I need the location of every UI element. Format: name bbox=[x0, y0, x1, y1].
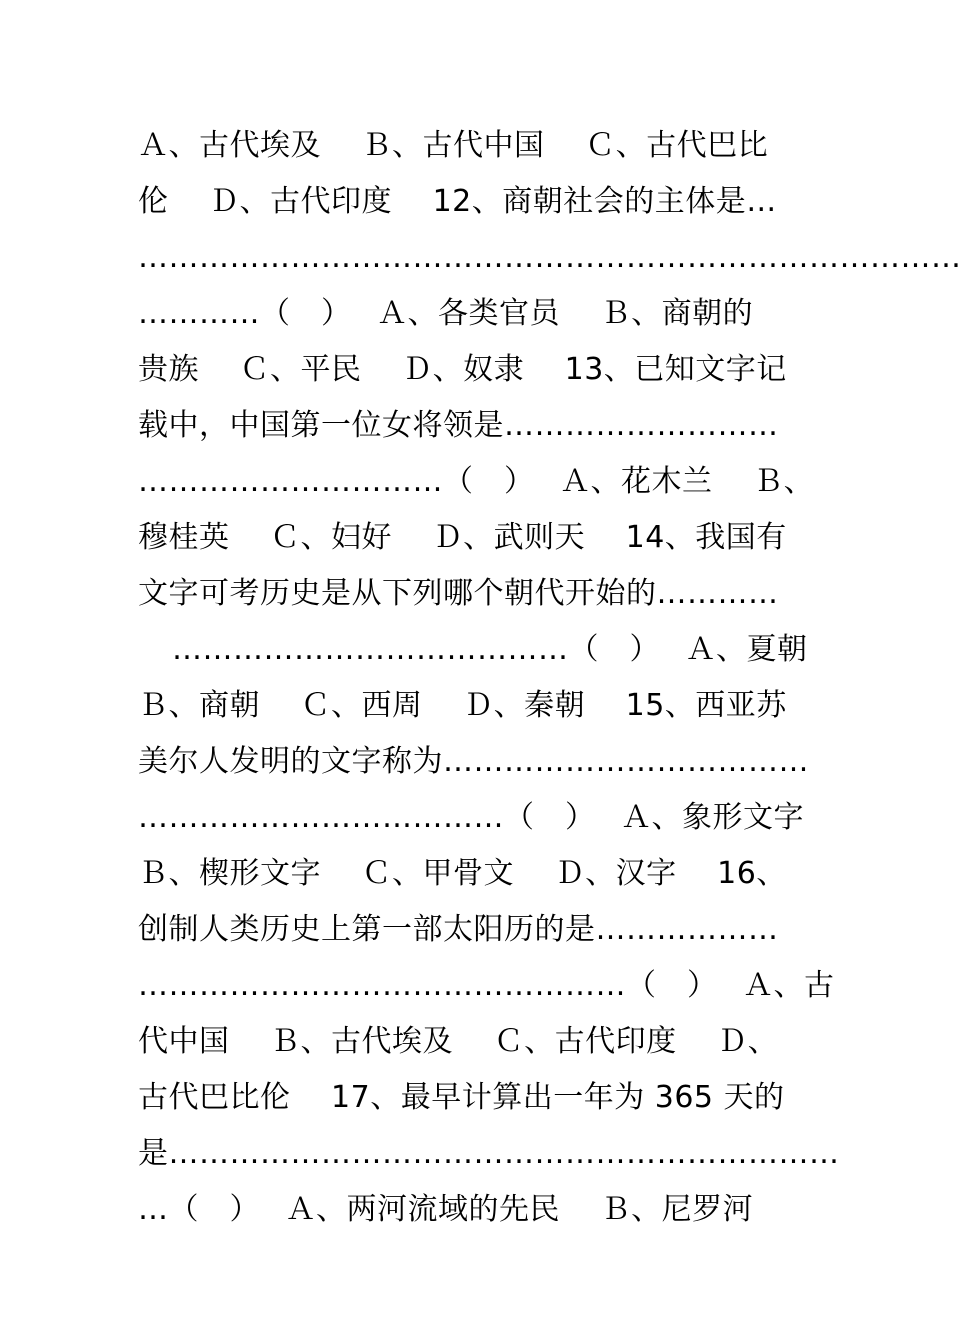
text-line-10: …………………………………（ ） Ａ、夏朝 bbox=[172, 632, 808, 667]
text-line-12: 美尔人发明的文字称为……………………………… bbox=[138, 744, 809, 779]
text-line-2: 伦 Ｄ、古代印度 12、商朝社会的主体是… bbox=[138, 184, 777, 219]
text-line-20: …（ ） Ａ、两河流域的先民 Ｂ、尼罗河 bbox=[138, 1192, 754, 1227]
text-line-7: …………………………（ ） Ａ、花木兰 Ｂ、 bbox=[138, 464, 815, 499]
text-line-18: 古代巴比伦 17、最早计算出一年为 365 天的 bbox=[138, 1080, 785, 1115]
text-line-5: 贵族 Ｃ、平民 Ｄ、奴隶 13、已知文字记 bbox=[138, 352, 787, 387]
question-text-block bbox=[138, 118, 962, 1238]
text-line-15: 创制人类历史上第一部太阳历的是……………… bbox=[138, 912, 779, 947]
text-line-3: ……………………………………………………………………… bbox=[138, 240, 962, 275]
text-line-8: 穆桂英 Ｃ、妇好 Ｄ、武则天 14、我国有 bbox=[138, 520, 787, 555]
text-line-1: Ａ、古代埃及 Ｂ、古代中国 Ｃ、古代巴比 bbox=[138, 128, 769, 163]
text-line-17: 代中国 Ｂ、古代埃及 Ｃ、古代印度 Ｄ、 bbox=[138, 1024, 779, 1059]
text-line-19: 是………………………………………………………… bbox=[138, 1136, 840, 1171]
text-line-4: …………（ ） Ａ、各类官员 Ｂ、商朝的 bbox=[138, 296, 754, 331]
text-line-13: ………………………………（ ） Ａ、象形文字 bbox=[138, 800, 805, 835]
text-line-9: 文字可考历史是从下列哪个朝代开始的………… bbox=[138, 576, 779, 611]
text-line-16: …………………………………………（ ） Ａ、古 bbox=[138, 968, 835, 1003]
text-line-11: Ｂ、商朝 Ｃ、西周 Ｄ、秦朝 15、西亚苏 bbox=[138, 688, 787, 723]
text-line-14: Ｂ、楔形文字 Ｃ、甲骨文 Ｄ、汉字 16、 bbox=[138, 856, 787, 891]
text-line-6: 载中，中国第一位女将领是……………………… bbox=[138, 408, 779, 443]
